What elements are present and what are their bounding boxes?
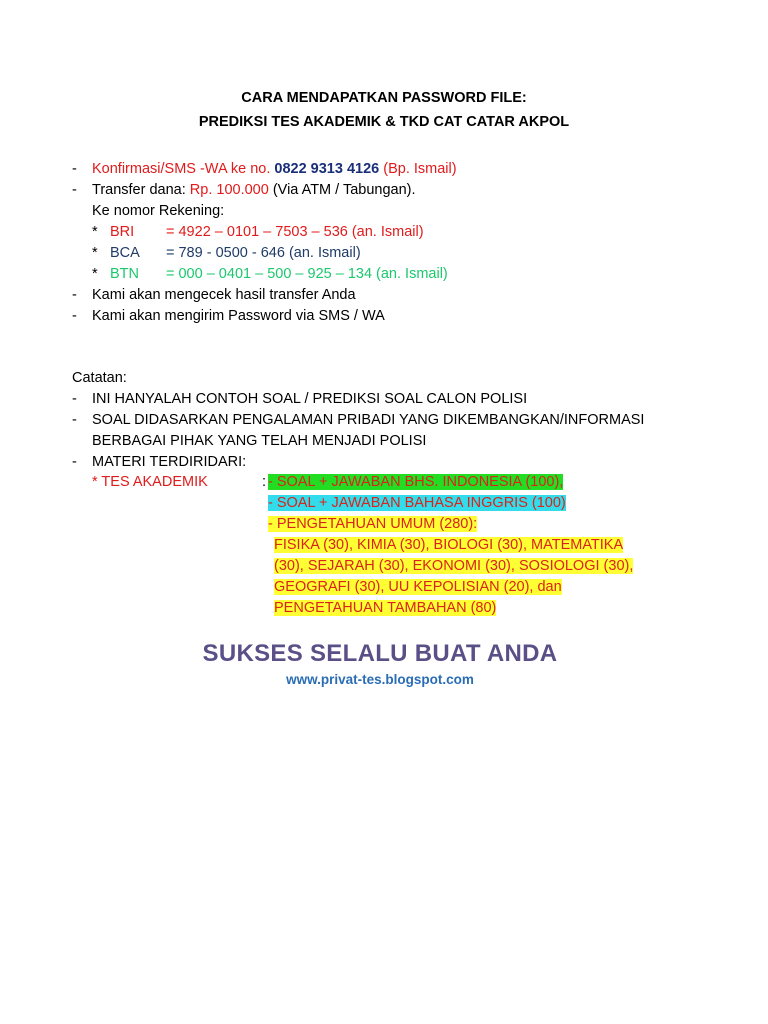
note-item-3-text: MATERI TERDIRIDARI: xyxy=(92,454,247,470)
rekening-label: Ke nomor Rekening: xyxy=(92,203,225,219)
transfer-label: Transfer dana: xyxy=(92,182,186,198)
bullet-dash: - xyxy=(72,454,77,470)
header-line-1: CARA MENDAPATKAN PASSWORD FILE: xyxy=(241,90,527,106)
step-send xyxy=(72,306,385,326)
check-text: Kami akan mengecek hasil transfer Anda xyxy=(92,287,356,303)
note-item-2-text: SOAL DIDASARKAN PENGALAMAN PRIBADI YANG DIKEMBANGKAN/INFORMASI xyxy=(92,412,645,428)
footer-title: SUKSES SELALU BUAT ANDA xyxy=(202,640,558,667)
subject-pengetahuan-umum xyxy=(268,514,477,534)
step-transfer xyxy=(72,180,416,200)
footer-url-link[interactable]: www.privat-tes.blogspot.com xyxy=(286,672,474,687)
subject-pengetahuan-umum-text: - PENGETAHUAN UMUM (280): xyxy=(268,516,478,532)
header-line-2: PREDIKSI TES AKADEMIK & TKD CAT CATAR AKPOL xyxy=(198,114,570,130)
subject-bhs-indonesia xyxy=(268,472,563,492)
pengetahuan-line-3-text: GEOGRAFI (30), UU KEPOLISIAN (20), dan xyxy=(274,579,562,595)
confirm-phone: 0822 9313 4126 xyxy=(274,161,380,177)
pengetahuan-line-3 xyxy=(274,577,562,597)
bank-name-bri: BRI xyxy=(110,224,135,240)
bank-name-btn: BTN xyxy=(110,266,139,282)
bullet-star: * xyxy=(92,224,98,240)
step-check xyxy=(72,285,356,305)
note-item-3 xyxy=(72,452,247,472)
pengetahuan-line-4-text: PENGETAHUAN TAMBAHAN (80) xyxy=(274,600,497,616)
pengetahuan-line-1 xyxy=(274,535,623,555)
bullet-dash: - xyxy=(72,161,77,177)
pengetahuan-line-4 xyxy=(274,598,496,618)
send-text: Kami akan mengirim Password via SMS / WA xyxy=(92,308,385,324)
subject-bahasa-inggris xyxy=(268,493,566,513)
bank-number-btn: = 000 – 0401 – 500 – 925 – 134 (an. Ismail) xyxy=(166,266,448,282)
pengetahuan-line-2 xyxy=(274,556,633,576)
bank-row-bri xyxy=(92,222,424,242)
bullet-dash: - xyxy=(72,182,77,198)
note-item-1 xyxy=(72,389,528,409)
subject-bhs-indonesia-text: - SOAL + JAWABAN BHS. INDONESIA (100), xyxy=(268,474,564,490)
bank-row-bca xyxy=(92,243,361,263)
confirm-name: (Bp. Ismail) xyxy=(383,161,457,177)
note-item-1-text: INI HANYALAH CONTOH SOAL / PREDIKSI SOAL CALON POLISI xyxy=(92,391,528,407)
bank-name-bca: BCA xyxy=(110,245,140,261)
note-item-2-cont: BERBAGAI PIHAK YANG TELAH MENJADI POLISI xyxy=(92,433,427,449)
bullet-star: * xyxy=(92,245,98,261)
bullet-dash: - xyxy=(72,308,77,324)
pengetahuan-line-1-text: FISIKA (30), KIMIA (30), BIOLOGI (30), MATEMATIKA xyxy=(274,537,624,553)
bullet-dash: - xyxy=(72,412,77,428)
notes-label: Catatan: xyxy=(72,370,127,386)
tes-akademik-colon: : xyxy=(262,474,267,490)
bank-number-bri: = 4922 – 0101 – 7503 – 536 (an. Ismail) xyxy=(166,224,424,240)
tes-akademik-label: * TES AKADEMIK xyxy=(92,474,208,490)
step-confirm xyxy=(72,159,457,179)
bullet-dash: - xyxy=(72,391,77,407)
transfer-amount: Rp. 100.000 xyxy=(189,182,269,198)
confirm-label: Konfirmasi/SMS -WA ke no. xyxy=(92,161,271,177)
bank-row-btn xyxy=(92,264,448,284)
subject-bahasa-inggris-text: - SOAL + JAWABAN BAHASA INGGRIS (100) xyxy=(268,495,566,511)
transfer-via: (Via ATM / Tabungan). xyxy=(272,182,416,198)
pengetahuan-line-2-text: (30), SEJARAH (30), EKONOMI (30), SOSIOLOGI (30), xyxy=(274,558,634,574)
bullet-star: * xyxy=(92,266,98,282)
bullet-dash: - xyxy=(72,287,77,303)
note-item-2 xyxy=(72,410,645,430)
bank-number-bca: = 789 - 0500 - 646 (an. Ismail) xyxy=(166,245,361,261)
